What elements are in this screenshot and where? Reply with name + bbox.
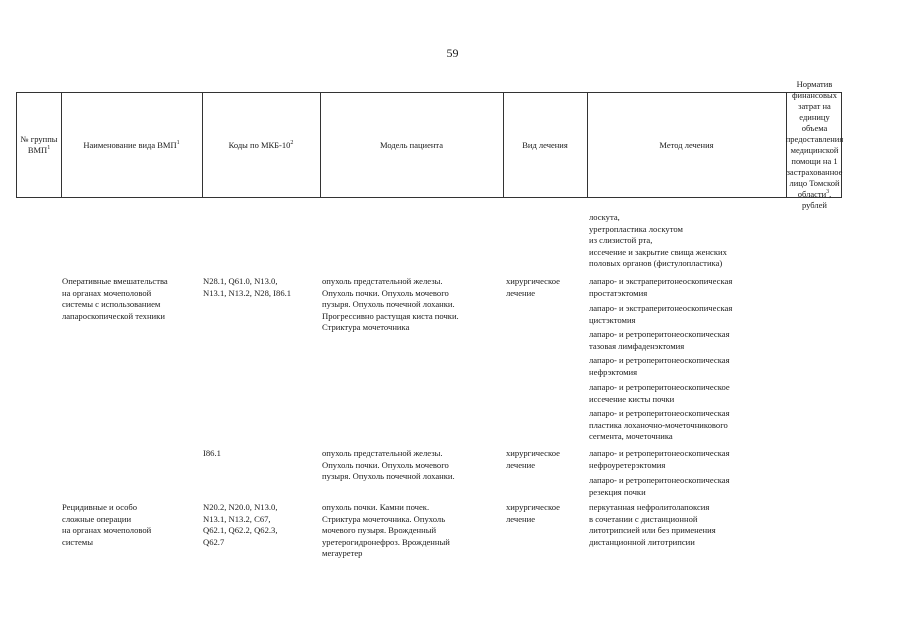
treatment-type-recurrent: хирургическое лечение <box>506 502 560 524</box>
patient-model-recurrent: опухоль почки. Камни почек. Стриктура мочеточника. Опухоль мочевого пузыря. Врожденный уретерогидронефроз. Врожденный мегауретер <box>322 502 450 559</box>
method-nephroureterectomy: лапаро- и ретроперитонеоскопическая нефроуретерэктомия <box>589 448 730 470</box>
header-treatment-method: Метод лечения <box>659 139 714 150</box>
header-financial-norm: Норматив финансовых затрат на единицу объема предоставления медицинской помощи на 1 застрахованное лицо Томской области$^3$, рублей <box>785 79 844 210</box>
table-header <box>16 79 844 210</box>
vmp-name-recurrent: Рецидивные и особо сложные операции на органах мочеполовой системы <box>62 502 152 547</box>
icd-codes-laparoscopic: N28.1, Q61.0, N13.0, N13.1, N13.2, N28, I86.1 <box>203 276 292 298</box>
header-group-number: № группы ВМП$^1$ <box>20 134 58 155</box>
method-nephrectomy: лапаро- и ретроперитонеоскопическая нефрэктомия <box>589 355 730 377</box>
icd-codes-i86: I86.1 <box>203 448 221 458</box>
method-kidney-resection: лапаро- и ретроперитонеоскопическая резекция почки <box>589 475 730 497</box>
method-nephrolitholapaxy: перкутанная нефролитолапоксия в сочетании с дистанционной литотрипсией или без применения дистанционной литотрипсии <box>589 502 716 547</box>
patient-model-i86: опухоль предстательной железы. Опухоль почки. Опухоль мочевого пузыря. Опухоль почечной лоханки. <box>322 448 455 482</box>
method-ureteropelvic-plasty: лапаро- и ретроперитонеоскопическая пластика лоханочно-мочеточникового сегмента, мочеточника <box>589 408 730 442</box>
header-vmp-name: Наименование вида ВМП$^1$ <box>83 139 180 150</box>
vmp-name-laparoscopic: Оперативные вмешательства на органах мочеполовой системы с использованием лапароскопической техники <box>62 276 168 321</box>
method-cystectomy: лапаро- и экстраперитонеоскопическая цистэктомия <box>589 303 733 325</box>
patient-model-laparoscopic: опухоль предстательной железы. Опухоль почки. Опухоль мочевого пузыря. Опухоль почечной лоханки. Прогрессивно растущая киста почки. Стриктура мочеточника <box>322 276 459 333</box>
icd-codes-recurrent: N20.2, N20.0, N13.0, N13.1, N13.2, C67, Q62.1, Q62.2, Q62.3, Q62.7 <box>203 502 278 547</box>
treatment-type-laparoscopic: хирургическое лечение <box>506 276 560 298</box>
method-continuation: лоскута, уретропластика лоскутом из слизистой рта, иссечение и закрытие свища женских половых органов (фистулопластика) <box>589 212 727 269</box>
header-patient-model: Модель пациента <box>379 139 444 150</box>
page-number: 59 <box>446 46 459 60</box>
method-cyst-excision: лапаро- и ретроперитонеоскопическое иссечение кисты почки <box>589 382 730 404</box>
treatment-type-i86: хирургическое лечение <box>506 448 560 470</box>
method-prostatectomy: лапаро- и экстраперитонеоскопическая простатэктомия <box>589 276 733 298</box>
header-icd-codes: Коды по МКБ-$10^2$ <box>228 139 294 150</box>
method-lymphadenectomy: лапаро- и ретроперитонеоскопическая тазовая лимфаденэктомия <box>589 329 730 351</box>
header-treatment-type: Вид лечения <box>522 139 568 150</box>
